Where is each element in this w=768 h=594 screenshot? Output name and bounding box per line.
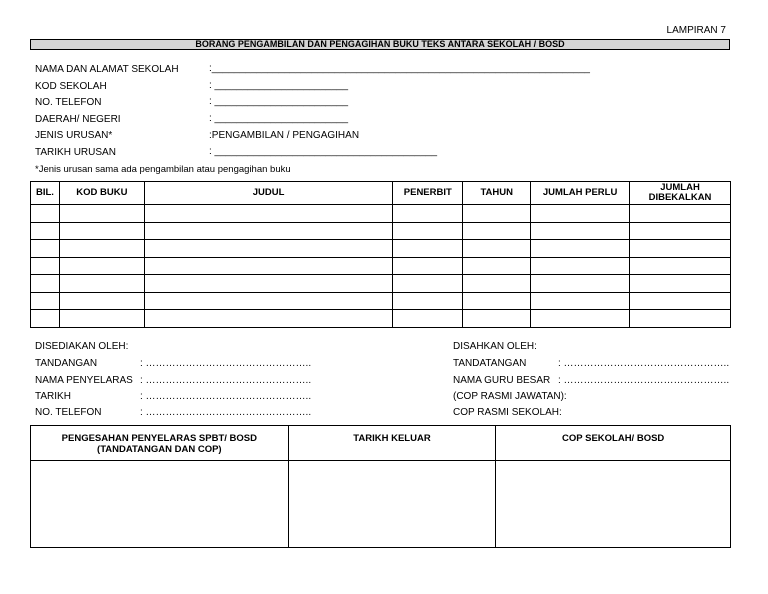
table-header-row xyxy=(31,182,731,205)
table-cell[interactable] xyxy=(59,292,144,310)
table-row xyxy=(31,240,731,258)
table-cell[interactable] xyxy=(59,222,144,240)
approved-label: (COP RASMI JAWATAN): xyxy=(453,391,567,402)
approved-value[interactable]: : ………………………………………….. xyxy=(558,358,730,369)
table-cell[interactable] xyxy=(31,222,60,240)
table-cell[interactable] xyxy=(630,240,731,258)
table-cell[interactable] xyxy=(630,275,731,293)
column-header: BIL. xyxy=(31,182,60,205)
prepared-label: TANDANGAN xyxy=(35,358,98,369)
table-row xyxy=(31,292,731,310)
verification-header-row xyxy=(31,426,731,461)
table-row xyxy=(31,310,731,328)
table-cell[interactable] xyxy=(463,240,531,258)
table-cell[interactable] xyxy=(144,240,393,258)
signature-box[interactable] xyxy=(31,461,289,548)
table-cell[interactable] xyxy=(59,310,144,328)
table-cell[interactable] xyxy=(463,310,531,328)
table-cell[interactable] xyxy=(630,222,731,240)
table-cell[interactable] xyxy=(531,205,630,223)
table-row xyxy=(31,275,731,293)
table-cell[interactable] xyxy=(463,275,531,293)
table-cell[interactable] xyxy=(393,310,463,328)
table-cell[interactable] xyxy=(630,310,731,328)
table-cell[interactable] xyxy=(393,205,463,223)
table-cell[interactable] xyxy=(531,240,630,258)
table-cell[interactable] xyxy=(393,240,463,258)
table-cell[interactable] xyxy=(463,257,531,275)
table-cell[interactable] xyxy=(393,222,463,240)
cop-sekolah-header: COP SEKOLAH/ BOSD xyxy=(496,426,731,461)
column-header: TAHUN xyxy=(463,182,531,205)
approved-label: TANDATANGAN xyxy=(453,358,527,369)
table-cell[interactable] xyxy=(393,275,463,293)
table-cell[interactable] xyxy=(31,205,60,223)
table-cell[interactable] xyxy=(393,257,463,275)
column-header: KOD BUKU xyxy=(59,182,144,205)
prepared-value[interactable]: : ………………………………………….. xyxy=(140,358,312,369)
verification-col-line: (TANDATANGAN DAN COP) xyxy=(97,444,222,455)
field-label-no-telefon: NO. TELEFON xyxy=(35,97,102,108)
prepared-heading: DISEDIAKAN OLEH: xyxy=(35,341,129,352)
lampiran-label: LAMPIRAN 7 xyxy=(666,25,726,36)
field-value-daerah-negeri[interactable]: : ________________________ xyxy=(209,113,349,124)
table-row xyxy=(31,257,731,275)
table-cell[interactable] xyxy=(630,292,731,310)
prepared-label: TARIKH xyxy=(35,391,71,402)
verification-col-line: PENGESAHAN PENYELARAS SPBT/ BOSD xyxy=(61,433,257,444)
verification-body-row xyxy=(31,461,731,548)
column-header: JUMLAH DIBEKALKAN xyxy=(630,182,731,205)
column-header: JUMLAH PERLU xyxy=(531,182,630,205)
field-value-tarikh-urusan[interactable]: : ________________________________________ xyxy=(209,146,438,157)
table-row xyxy=(31,222,731,240)
prepared-label: NO. TELEFON xyxy=(35,407,102,418)
table-cell[interactable] xyxy=(31,275,60,293)
tarikh-keluar-header: TARIKH KELUAR xyxy=(288,426,496,461)
table-cell[interactable] xyxy=(144,222,393,240)
table-cell[interactable] xyxy=(531,257,630,275)
table-cell[interactable] xyxy=(31,310,60,328)
table-cell[interactable] xyxy=(144,275,393,293)
table-cell[interactable] xyxy=(144,310,393,328)
table-row xyxy=(31,205,731,223)
table-cell[interactable] xyxy=(144,292,393,310)
table-cell[interactable] xyxy=(31,292,60,310)
table-cell[interactable] xyxy=(59,257,144,275)
column-header: JUDUL xyxy=(144,182,393,205)
prepared-value[interactable]: : ………………………………………….. xyxy=(140,375,312,386)
table-cell[interactable] xyxy=(531,310,630,328)
table-cell[interactable] xyxy=(31,257,60,275)
form-title: BORANG PENGAMBILAN DAN PENGAGIHAN BUKU TEKS ANTARA SEKOLAH / BOSD xyxy=(30,39,730,50)
table-cell[interactable] xyxy=(463,292,531,310)
prepared-value[interactable]: : ………………………………………….. xyxy=(140,391,312,402)
approved-heading: DISAHKAN OLEH: xyxy=(453,341,537,352)
stamp-box[interactable] xyxy=(496,461,731,548)
prepared-label: NAMA PENYELARAS xyxy=(35,375,133,386)
table-cell[interactable] xyxy=(393,292,463,310)
table-cell[interactable] xyxy=(463,205,531,223)
books-table xyxy=(30,181,731,328)
table-cell[interactable] xyxy=(463,222,531,240)
field-label-jenis-urusan: JENIS URUSAN* xyxy=(35,130,113,141)
field-value-no-telefon[interactable]: : ________________________ xyxy=(209,96,349,107)
table-cell[interactable] xyxy=(31,240,60,258)
date-box[interactable] xyxy=(288,461,496,548)
field-label-kod-sekolah: KOD SEKOLAH xyxy=(35,81,107,92)
approved-value[interactable]: : ………………………………………….. xyxy=(558,375,730,386)
column-header: PENERBIT xyxy=(393,182,463,205)
table-cell[interactable] xyxy=(59,205,144,223)
approved-label: COP RASMI SEKOLAH: xyxy=(453,407,562,418)
field-value-jenis-urusan[interactable]: :PENGAMBILAN / PENGAGIHAN xyxy=(209,130,360,141)
field-label-daerah-negeri: DAERAH/ NEGERI xyxy=(35,114,121,125)
table-cell[interactable] xyxy=(59,275,144,293)
prepared-value[interactable]: : ………………………………………….. xyxy=(140,407,312,418)
table-cell[interactable] xyxy=(531,275,630,293)
table-cell[interactable] xyxy=(144,205,393,223)
field-label-nama-alamat: NAMA DAN ALAMAT SEKOLAH xyxy=(35,64,179,75)
table-cell[interactable] xyxy=(531,222,630,240)
table-cell[interactable] xyxy=(59,240,144,258)
verification-col-header xyxy=(31,426,289,461)
approved-label: NAMA GURU BESAR xyxy=(453,375,551,386)
footnote: *Jenis urusan sama ada pengambilan atau pengagihan buku xyxy=(35,164,291,175)
table-cell[interactable] xyxy=(144,257,393,275)
table-cell[interactable] xyxy=(630,205,731,223)
table-cell[interactable] xyxy=(630,257,731,275)
field-label-tarikh-urusan: TARIKH URUSAN xyxy=(35,147,116,158)
table-cell[interactable] xyxy=(531,292,630,310)
field-value-kod-sekolah[interactable]: : ________________________ xyxy=(209,80,349,91)
field-value-nama-alamat[interactable]: :____________________________________________________________________ xyxy=(209,63,590,74)
verification-table xyxy=(30,425,731,548)
